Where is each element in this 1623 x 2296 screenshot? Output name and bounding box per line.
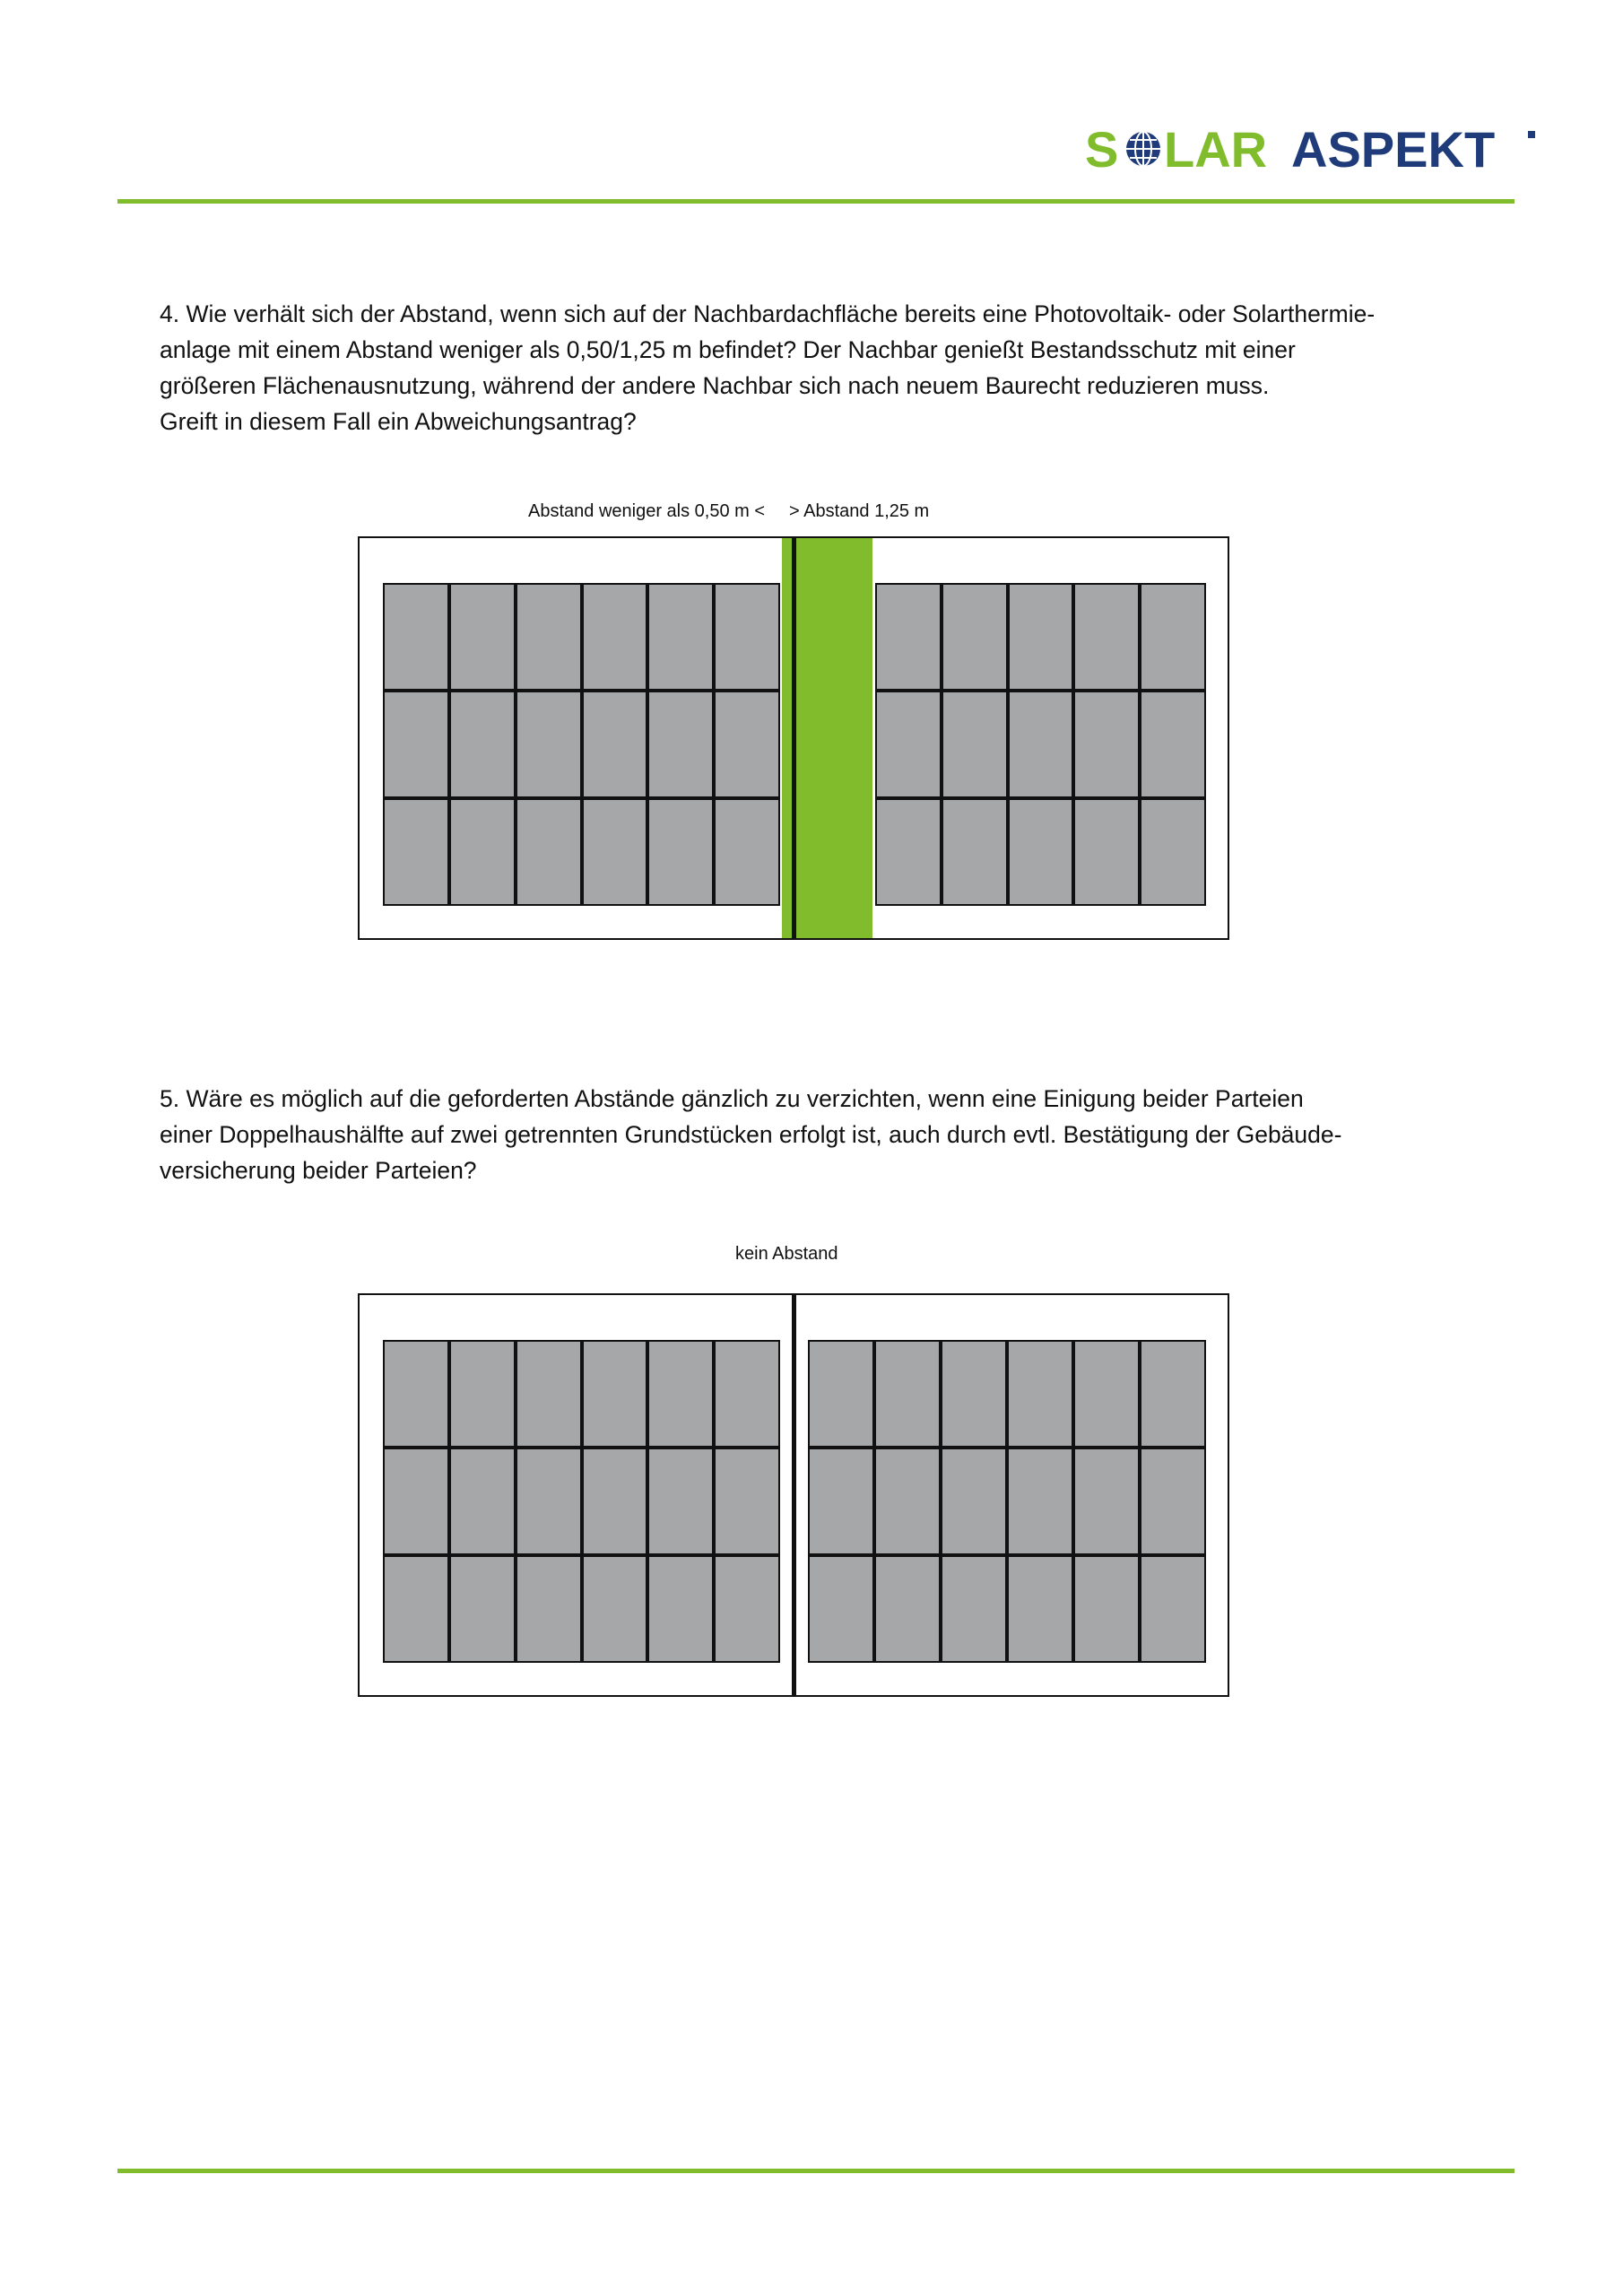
solar-panel <box>1008 798 1074 906</box>
solar-panel <box>516 798 582 906</box>
roof-diagram-q5 <box>358 1293 1229 1697</box>
question-5-line-2: einer Doppelhaushälfte auf zwei getrennten Grundstücken erfolgt ist, auch durch evtl. Bestätigung der Gebäude- <box>160 1121 1342 1148</box>
solar-panel <box>647 1555 714 1663</box>
solar-panel <box>383 691 449 798</box>
solar-panel <box>383 798 449 906</box>
property-boundary-line-q4 <box>792 538 796 938</box>
solar-panel <box>516 691 582 798</box>
solar-panel <box>942 798 1008 906</box>
solar-panel <box>582 583 648 691</box>
solar-panel <box>874 1555 941 1663</box>
solar-panel <box>1073 798 1140 906</box>
solar-panel <box>1073 691 1140 798</box>
solar-panel <box>714 583 780 691</box>
logo-graphic <box>1085 122 1542 176</box>
panel-array-left-q5 <box>383 1340 780 1663</box>
solar-panel <box>714 691 780 798</box>
solar-panel <box>1073 1448 1140 1555</box>
solar-panel <box>647 691 714 798</box>
question-5-text <box>160 1081 1469 1188</box>
logo-trademark-mark <box>1528 131 1535 138</box>
solar-panel <box>582 798 648 906</box>
solar-panel <box>1008 583 1074 691</box>
solar-panel <box>1007 1555 1073 1663</box>
solar-panel <box>941 1555 1007 1663</box>
solar-panel <box>516 583 582 691</box>
solar-panel <box>647 1340 714 1448</box>
solar-panel <box>808 1448 874 1555</box>
logo-word-aspekt: ASPEKT <box>1291 122 1496 176</box>
solar-panel <box>449 1340 516 1448</box>
solar-panel <box>383 583 449 691</box>
solar-panel <box>1140 1555 1206 1663</box>
solar-panel <box>383 1448 449 1555</box>
solar-panel <box>1140 798 1206 906</box>
solar-panel <box>582 691 648 798</box>
solar-panel <box>1140 1448 1206 1555</box>
header-rule <box>117 199 1515 204</box>
solar-panel <box>875 691 942 798</box>
solar-panel <box>808 1555 874 1663</box>
solar-panel <box>941 1448 1007 1555</box>
question-4-line-3: größeren Flächenausnutzung, während der andere Nachbar sich nach neuem Baurecht reduzieren muss. <box>160 372 1270 399</box>
solar-panel <box>449 583 516 691</box>
globe-icon <box>1126 132 1160 166</box>
logo-letter-s: S <box>1085 122 1119 176</box>
solar-panel <box>383 1340 449 1448</box>
solar-panel <box>582 1340 648 1448</box>
question-4-text <box>160 296 1469 439</box>
solar-panel <box>647 1448 714 1555</box>
solar-panel <box>942 583 1008 691</box>
caption-distance-less: Abstand weniger als 0,50 m < <box>528 501 766 521</box>
solar-panel <box>516 1448 582 1555</box>
solar-panel <box>875 583 942 691</box>
solar-panel <box>647 583 714 691</box>
logo-word-lar: LAR <box>1164 122 1268 176</box>
panel-array-right-q4 <box>875 583 1206 906</box>
solar-panel <box>449 798 516 906</box>
question-4-line-1: 4. Wie verhält sich der Abstand, wenn sich auf der Nachbardachfläche bereits eine Photovoltaik- oder Solarthermie- <box>160 300 1376 327</box>
solar-panel <box>941 1340 1007 1448</box>
panel-array-left-q4 <box>383 583 780 906</box>
solar-panel <box>1140 583 1206 691</box>
solar-panel <box>714 1340 780 1448</box>
solar-panel <box>1140 691 1206 798</box>
solar-panel <box>875 798 942 906</box>
question-4-line-4: Greift in diesem Fall ein Abweichungsantrag? <box>160 408 637 435</box>
question-4-line-2: anlage mit einem Abstand weniger als 0,50/1,25 m befindet? Der Nachbar genießt Bestandsschutz mit einer <box>160 336 1296 363</box>
roof-diagram-q4 <box>358 536 1229 940</box>
solar-panel <box>449 691 516 798</box>
solar-panel <box>714 1448 780 1555</box>
solar-panel <box>582 1555 648 1663</box>
solar-panel <box>1140 1340 1206 1448</box>
solar-panel <box>449 1448 516 1555</box>
question-5-line-3: versicherung beider Parteien? <box>160 1157 477 1184</box>
solar-panel <box>383 1555 449 1663</box>
solar-panel <box>516 1555 582 1663</box>
solar-panel <box>1073 1340 1140 1448</box>
solar-panel <box>1073 1555 1140 1663</box>
caption-distance-more: > Abstand 1,25 m <box>789 501 930 521</box>
solar-panel <box>582 1448 648 1555</box>
solar-panel <box>874 1448 941 1555</box>
solar-panel <box>1007 1340 1073 1448</box>
solar-panel <box>1073 583 1140 691</box>
footer-rule <box>117 2169 1515 2173</box>
panel-array-right-q5 <box>808 1340 1206 1663</box>
solar-panel <box>647 798 714 906</box>
caption-no-distance: kein Abstand <box>735 1244 838 1264</box>
solar-panel <box>1008 691 1074 798</box>
question-5-line-1: 5. Wäre es möglich auf die geforderten Abstände gänzlich zu verzichten, wenn eine Einigung beider Parteien <box>160 1085 1304 1112</box>
solar-panel <box>714 1555 780 1663</box>
solar-panel <box>449 1555 516 1663</box>
solar-aspekt-logo <box>1085 122 1542 176</box>
solar-panel <box>808 1340 874 1448</box>
solar-panel <box>516 1340 582 1448</box>
property-boundary-line-q5 <box>792 1295 796 1695</box>
solar-panel <box>874 1340 941 1448</box>
solar-panel <box>1007 1448 1073 1555</box>
solar-panel <box>714 798 780 906</box>
solar-panel <box>942 691 1008 798</box>
